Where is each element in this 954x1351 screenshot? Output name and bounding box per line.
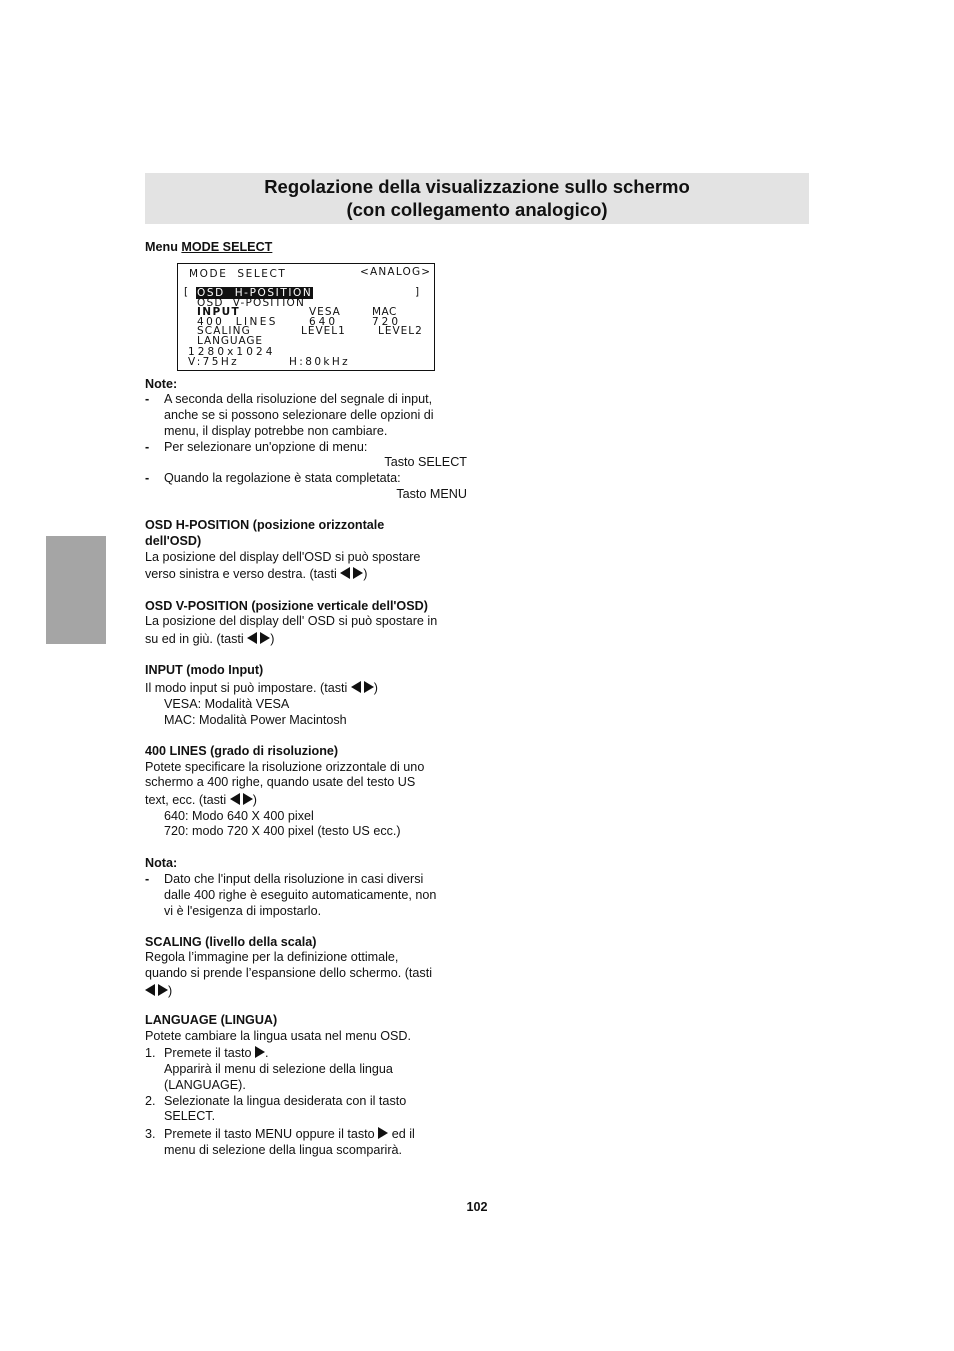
note-text: Dato che l'input della risoluzione in casi diversi xyxy=(164,872,424,886)
osd-title: MODE SELECT xyxy=(189,268,287,280)
note-text: anche se si possono selezionare delle opzioni di xyxy=(164,408,434,422)
body-text: text, ecc. (tasti ) xyxy=(145,793,257,807)
osd-selected-item: OSD H-POSITION xyxy=(197,287,313,299)
left-arrow-icon xyxy=(351,681,361,693)
left-arrow-icon xyxy=(340,567,350,579)
note-text: vi è l'esigenza di impostarlo. xyxy=(164,904,322,918)
left-arrow-icon xyxy=(247,632,257,644)
key-menu: Tasto MENU xyxy=(396,487,467,501)
body-text: Regola l’immagine per la definizione ottimale, xyxy=(145,950,399,964)
body-text: schermo a 400 righe, quando usate del testo US xyxy=(145,775,416,789)
osd-item: INPUT xyxy=(197,306,241,318)
note-label: Nota: xyxy=(145,856,178,870)
osd-item: OSD V-POSITION xyxy=(197,297,306,309)
body-text: La posizione del display dell' OSD si può spostare in xyxy=(145,614,438,628)
osd-resolution: 1280x1024 xyxy=(188,346,276,358)
step-text: menu di selezione della lingua scomparirà. xyxy=(164,1143,403,1157)
osd-vfreq: V:75Hz xyxy=(188,356,240,368)
section-heading: dell'OSD) xyxy=(145,534,202,548)
bullet-dash: - xyxy=(145,471,150,485)
bullet-dash: - xyxy=(145,392,150,406)
osd-item: 400 LINES xyxy=(197,316,278,328)
right-arrow-icon xyxy=(243,793,253,805)
bullet-dash: - xyxy=(145,872,150,886)
osd-mode: <ANALOG> xyxy=(360,266,432,278)
section-heading: OSD H-POSITION (posizione orizzontale xyxy=(145,518,385,532)
body-text: Potete cambiare la lingua usata nel menu OSD. xyxy=(145,1029,412,1043)
left-arrow-icon xyxy=(145,984,155,996)
title-band xyxy=(145,173,809,224)
body-text: quando si prende l’espansione dello schermo. (tasti xyxy=(145,966,433,980)
step-number: 1. xyxy=(145,1046,156,1060)
body-text: ) xyxy=(145,983,172,999)
body-text: su ed in giù. (tasti ) xyxy=(145,632,275,646)
right-arrow-icon xyxy=(378,1127,388,1139)
page-number: 102 xyxy=(466,1200,488,1214)
step-text: (LANGUAGE). xyxy=(164,1078,246,1092)
osd-mode-select-screen xyxy=(177,263,435,371)
step-number: 3. xyxy=(145,1127,156,1141)
step-text: Premete il tasto . xyxy=(164,1046,269,1060)
note-text: menu, il display potrebbe non cambiare. xyxy=(164,424,388,438)
section-heading: OSD V-POSITION (posizione verticale dell'OSD) xyxy=(145,599,428,613)
section-heading: SCALING (livello della scala) xyxy=(145,935,317,949)
right-arrow-icon xyxy=(260,632,270,644)
note-text: A seconda della risoluzione del segnale di input, xyxy=(164,392,433,406)
page-title-line1: Regolazione della visualizzazione sullo schermo xyxy=(264,176,690,197)
right-arrow-icon xyxy=(353,567,363,579)
section-heading: INPUT (modo Input) xyxy=(145,663,264,677)
note-label: Note: xyxy=(145,377,178,391)
option-text: 640: Modo 640 X 400 pixel xyxy=(164,809,314,823)
osd-value: LEVEL1 xyxy=(301,325,346,337)
osd-bracket: ] xyxy=(415,286,421,298)
body-text: La posizione del display dell'OSD si può spostare xyxy=(145,550,421,564)
body-text: verso sinistra e verso destra. (tasti ) xyxy=(145,567,368,581)
right-arrow-icon xyxy=(364,681,374,693)
language-section-tab xyxy=(46,536,106,644)
left-arrow-icon xyxy=(230,793,240,805)
osd-value: 720 xyxy=(372,316,402,328)
step-text: Apparirà il menu di selezione della lingua xyxy=(164,1062,393,1076)
right-arrow-icon xyxy=(158,984,168,996)
right-arrow-icon xyxy=(255,1046,265,1058)
osd-bracket: [ xyxy=(184,286,190,298)
note-text: Per selezionare un'opzione di menu: xyxy=(164,440,368,454)
osd-hfreq: H:80kHz xyxy=(289,356,351,368)
body-text: Il modo input si può impostare. (tasti ) xyxy=(145,681,378,695)
page-title-line2: (con collegamento analogico) xyxy=(346,199,608,220)
step-text: Premete il tasto MENU oppure il tasto ed il xyxy=(164,1127,415,1141)
note-text: Quando la regolazione è stata completata: xyxy=(164,471,401,485)
osd-value: VESA xyxy=(309,306,341,318)
section-heading: 400 LINES (grado di risoluzione) xyxy=(145,744,339,758)
osd-item: LANGUAGE xyxy=(197,335,263,347)
osd-value: MAC xyxy=(372,306,397,318)
menu-heading: Menu MODE SELECT xyxy=(145,240,273,254)
osd-value: LEVEL2 xyxy=(378,325,423,337)
option-text: VESA: Modalità VESA xyxy=(164,697,290,711)
step-number: 2. xyxy=(145,1094,156,1108)
step-text: SELECT. xyxy=(164,1109,216,1123)
note-text: dalle 400 righe è eseguito automaticamente, non xyxy=(164,888,437,902)
osd-value: 640 xyxy=(309,316,339,328)
key-select: Tasto SELECT xyxy=(384,455,467,469)
osd-item: SCALING xyxy=(197,325,251,337)
bullet-dash: - xyxy=(145,440,150,454)
section-heading: LANGUAGE (LINGUA) xyxy=(145,1013,278,1027)
body-text: Potete specificare la risoluzione orizzontale di uno xyxy=(145,760,425,774)
option-text: 720: modo 720 X 400 pixel (testo US ecc.) xyxy=(164,824,401,838)
option-text: MAC: Modalità Power Macintosh xyxy=(164,713,347,727)
step-text: Selezionate la lingua desiderata con il tasto xyxy=(164,1094,407,1108)
